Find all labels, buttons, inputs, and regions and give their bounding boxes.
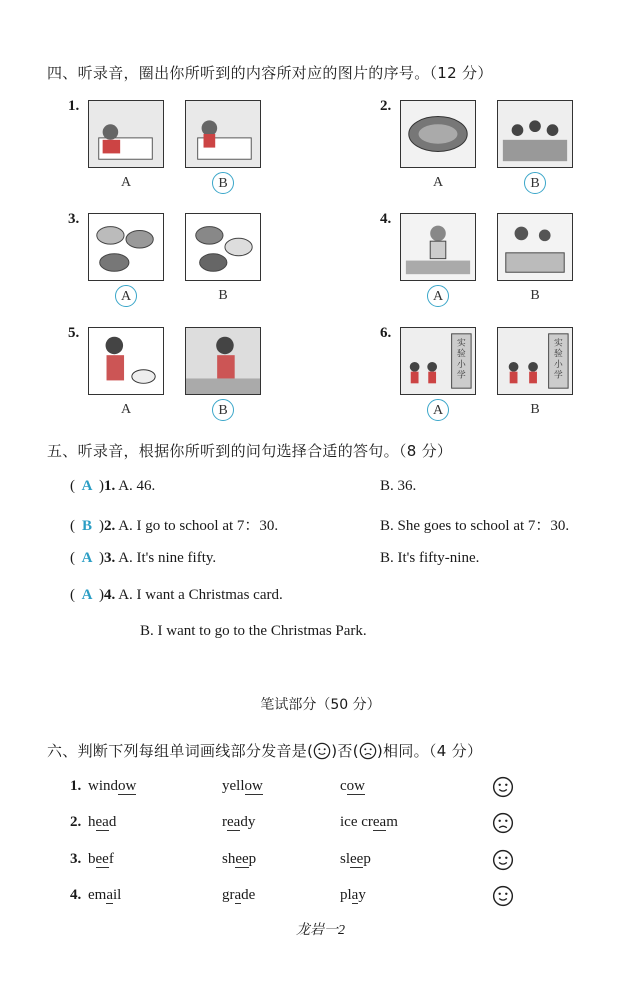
svg-text:学: 学 [456,370,466,381]
s6-word3-2: ice cream [340,814,398,830]
svg-text:小: 小 [456,359,466,370]
item-number-3: 3. [68,211,80,227]
svg-text:小: 小 [553,359,563,370]
s6-word1-4: email [88,887,122,903]
s5-row-1: ( A )1. A. 46. [70,478,156,494]
s6-word2-1: yellow [222,778,263,794]
option-label-4-a: A [427,285,449,307]
option-label-1-b: B [212,172,234,194]
smile-face-icon [492,849,512,869]
picture-5-b [185,327,261,395]
s6-num-1: 1. [70,778,82,794]
s5-answer-4: A [81,587,93,603]
option-label-2-a: A [432,175,444,190]
s5-optB-4: B. I want to go to the Christmas Park. [140,623,367,639]
section5-heading: 五、听录音，根据你所听到的问句选择合适的答句。（8 分） [47,442,453,460]
svg-text:实: 实 [553,338,563,349]
s5-optB-3: B. It's fifty-nine. [380,550,480,566]
s5-row-3: ( A )3. A. It's nine fifty. [70,550,217,566]
s5-optA-3: A. It's nine fifty. [118,550,217,566]
s5-row-2: ( B )2. A. I go to school at 7：30. [70,518,279,534]
s6-num-2: 2. [70,814,82,830]
option-label-6-b: B [530,402,540,417]
smile-face-icon [492,776,512,796]
s5-num-1: 1. [104,478,116,494]
picture-5-a [88,327,164,395]
svg-text:验: 验 [553,349,563,360]
picture-2-a [400,100,476,168]
option-label-5-a: A [120,402,132,417]
option-label-1-a: A [120,175,132,190]
picture-2-b [497,100,573,168]
s6-word3-4: play [340,887,366,903]
s6-num-3: 3. [70,851,82,867]
picture-3-a [88,213,164,281]
picture-3-b [185,213,261,281]
s6-word2-2: ready [222,814,256,830]
option-label-5-b: B [212,399,234,421]
item-number-4: 4. [380,211,392,227]
s5-optA-2: A. I go to school at 7：30. [118,518,279,534]
s6-word3-1: cow [340,778,366,794]
option-label-6-a: A [427,399,449,421]
picture-4-b [497,213,573,281]
s5-optA-1: A. 46. [118,478,156,494]
picture-4-a [400,213,476,281]
option-label-2-b: B [524,172,546,194]
option-label-4-b: B [530,288,540,303]
svg-text:学: 学 [553,370,563,381]
s6-heading-mid: )否( [331,742,359,760]
item-number-5: 5. [68,325,80,341]
smile-face-icon [313,742,331,760]
item-number-2: 2. [380,98,392,114]
s5-row-4: ( A )4. A. I want a Christmas card. [70,587,283,603]
s6-heading-post: )相同。（4 分） [376,742,483,760]
page-footer: 龙岩一2 [296,923,345,938]
option-label-3-b: B [218,288,228,303]
s5-optB-1: B. 36. [380,478,417,494]
picture-1-a [88,100,164,168]
sad-face-icon [492,812,512,832]
s5-num-4: 4. [104,587,116,603]
s5-num-3: 3. [104,550,116,566]
s5-optA-4: A. I want a Christmas card. [118,587,283,603]
option-label-3-a: A [115,285,137,307]
s5-num-2: 2. [104,518,116,534]
section4-heading: 四、听录音，圈出你所听到的内容所对应的图片的序号。（12 分） [47,64,493,82]
picture-6-a [400,327,476,395]
s5-answer-2: B [81,518,92,534]
written-part-title: 笔试部分（50 分） [260,697,381,713]
s5-answer-3: A [81,550,93,566]
s6-word2-3: sheep [222,851,257,867]
sad-face-icon [359,742,377,760]
picture-6-b [497,327,573,395]
s5-answer-1: A [81,478,93,494]
item-number-1: 1. [68,98,80,114]
smile-face-icon [492,885,512,905]
s6-word1-2: head [88,814,117,830]
svg-text:实: 实 [456,338,466,349]
s6-num-4: 4. [70,887,82,903]
s6-heading-pre: 六、判断下列每组单词画线部分发音是( [47,742,314,760]
item-number-6: 6. [380,325,392,341]
s6-word3-3: sleep [340,851,371,867]
picture-1-b [185,100,261,168]
section6-heading [47,740,482,761]
s6-word1-3: beef [88,851,114,867]
s5-optB-2: B. She goes to school at 7：30. [380,518,570,534]
s6-word2-4: grade [222,887,256,903]
svg-text:验: 验 [456,349,466,360]
s6-word1-1: window [88,778,137,794]
